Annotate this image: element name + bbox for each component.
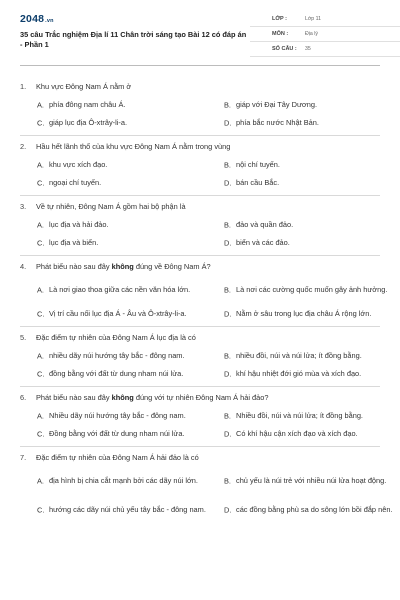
question-text: Khu vực Đông Nam Á nằm ở [36, 82, 132, 91]
option-letter: C. [37, 177, 45, 187]
question-text: Đặc điểm tự nhiên của Đông Nam Á lục địa là có [36, 333, 196, 342]
answer-option-c[interactable] [37, 177, 209, 188]
answer-option-a[interactable] [37, 350, 209, 361]
option-text: Có khí hậu cận xích đạo và xích đạo. [236, 428, 358, 438]
question-number: 3. [20, 202, 27, 211]
answer-options [20, 350, 380, 379]
answer-option-d[interactable] [224, 368, 396, 379]
option-letter: B. [224, 99, 231, 109]
answer-option-c[interactable] [37, 428, 209, 439]
question-text [36, 262, 211, 271]
answer-option-d[interactable] [224, 237, 396, 248]
question-number: 1. [20, 82, 27, 91]
question-item [20, 387, 380, 447]
option-text: lục địa và biển. [49, 237, 99, 247]
question-number: 4. [20, 262, 27, 271]
info-row-count [250, 42, 400, 57]
option-letter: C. [37, 428, 45, 438]
question-number: 5. [20, 333, 27, 342]
question-text: Về tự nhiên, Đông Nam Á gồm hai bộ phận là [36, 202, 186, 211]
answer-option-c[interactable] [37, 368, 209, 379]
answer-option-b[interactable] [224, 410, 396, 421]
stem-emphasis: không [111, 393, 134, 402]
option-text: giáp lục địa Ô-xtrây-li-a. [49, 117, 128, 127]
info-value: Lớp 11 [305, 16, 321, 22]
option-text: phía đông nam châu Á. [49, 99, 126, 109]
option-letter: A. [37, 350, 44, 360]
option-text: Là nơi giao thoa giữa các nền văn hóa lớn. [49, 285, 191, 295]
question-stem [20, 453, 380, 464]
option-text: Nhiều đồi, núi và núi lửa; ít đồng bằng. [236, 410, 363, 420]
option-letter: B. [224, 285, 231, 295]
answer-options [20, 159, 380, 188]
option-text: các đồng bằng phù sa do sông lớn bồi đắp nên. [236, 505, 393, 515]
option-text: ngoại chí tuyến. [49, 177, 102, 187]
option-letter: B. [224, 219, 231, 229]
question-stem [20, 142, 380, 153]
option-letter: C. [37, 505, 45, 515]
option-letter: D. [224, 505, 232, 515]
question-stem [20, 333, 380, 344]
stem-text-post: đúng về Đông Nam Á? [133, 262, 211, 271]
question-item [20, 76, 380, 136]
question-item [20, 327, 380, 387]
answer-options [20, 99, 380, 128]
info-value: 35 [305, 46, 311, 52]
answer-option-a[interactable] [37, 470, 209, 492]
question-stem [20, 202, 380, 213]
answer-option-b[interactable] [224, 350, 396, 361]
option-letter: C. [37, 368, 45, 378]
answer-option-a[interactable] [37, 279, 209, 301]
option-letter: A. [37, 285, 44, 295]
question-item [20, 256, 388, 327]
info-value: Địa lý [305, 31, 318, 37]
info-key: MÔN : [272, 31, 289, 37]
option-text: đảo và quần đảo. [236, 219, 294, 229]
answer-options [20, 470, 393, 521]
option-text: Nằm ở sâu trong lục địa châu Á rộng lớn. [236, 308, 372, 318]
answer-option-d[interactable] [224, 499, 396, 521]
option-letter: A. [37, 476, 44, 486]
answer-option-c[interactable] [37, 499, 209, 521]
option-text: phía bắc nước Nhật Bản. [236, 117, 319, 127]
site-logo[interactable] [20, 13, 54, 26]
question-number: 6. [20, 393, 27, 402]
option-letter: A. [37, 99, 44, 109]
option-text: Là nơi các cường quốc muốn gây ảnh hưởng. [236, 285, 388, 295]
answer-option-c[interactable] [37, 117, 209, 128]
question-item [20, 196, 380, 256]
option-text: đồng bằng với đất từ dung nham núi lửa. [49, 368, 184, 378]
answer-option-b[interactable] [224, 470, 396, 492]
logo-text: 2048 [20, 13, 45, 25]
answer-option-a[interactable] [37, 99, 209, 110]
option-letter: D. [224, 177, 232, 187]
answer-option-d[interactable] [224, 177, 396, 188]
option-letter: D. [224, 237, 232, 247]
answer-option-b[interactable] [224, 159, 396, 170]
page-header [20, 0, 380, 66]
option-text: Đồng bằng với đất từ dung nham núi lửa. [49, 428, 185, 438]
option-letter: D. [224, 428, 232, 438]
option-letter: B. [224, 476, 231, 486]
logo-suffix: .vn [45, 18, 54, 24]
stem-emphasis: không [111, 262, 134, 271]
answer-option-b[interactable] [224, 279, 396, 301]
option-text: khí hậu nhiệt đới gió mùa và xích đạo. [236, 368, 362, 378]
answer-options [20, 279, 388, 319]
answer-option-a[interactable] [37, 159, 209, 170]
option-letter: C. [37, 237, 45, 247]
stem-text-pre: Phát biểu nào sau đây [36, 262, 112, 271]
stem-text-pre: Phát biểu nào sau đây [36, 393, 112, 402]
option-letter: B. [224, 350, 231, 360]
option-letter: D. [224, 368, 232, 378]
answer-option-c[interactable] [37, 237, 209, 248]
question-stem [20, 82, 380, 93]
answer-option-b[interactable] [224, 99, 396, 110]
answer-option-d[interactable] [224, 117, 396, 128]
option-text: nhiều đồi, núi và núi lửa; ít đồng bằng. [236, 350, 362, 360]
option-text: địa hình bị chia cắt mạnh bởi các dãy núi lớn. [49, 476, 198, 486]
answer-option-c[interactable] [37, 308, 209, 319]
option-letter: C. [37, 308, 45, 318]
option-text: Nhiều dãy núi hướng tây bắc - đông nam. [49, 410, 186, 420]
info-key: SỐ CÂU : [272, 46, 297, 52]
info-key: LỚP : [272, 16, 287, 22]
question-list [20, 66, 393, 528]
answer-options [20, 219, 380, 248]
answer-option-d[interactable] [224, 428, 396, 439]
info-row-subject [250, 27, 400, 42]
stem-text-post: đúng với tự nhiên Đông Nam Á hải đảo? [133, 393, 269, 402]
option-text: biển và các đảo. [236, 237, 290, 247]
question-stem [20, 262, 380, 273]
option-letter: C. [37, 117, 45, 127]
question-number: 7. [20, 453, 27, 462]
question-text: Đặc điểm tự nhiên của Đông Nam Á hải đảo là có [36, 453, 199, 462]
answer-option-d[interactable] [224, 308, 396, 319]
option-text: giáp với Đại Tây Dương. [236, 99, 318, 109]
option-text: khu vực xích đạo. [49, 159, 108, 169]
question-item [20, 136, 380, 196]
option-text: bán cầu Bắc. [236, 177, 280, 187]
page-title: 35 câu Trắc nghiệm Địa lí 11 Chân trời sáng tạo Bài 12 có đáp án - Phần 1 [20, 30, 247, 49]
question-item [20, 447, 393, 528]
question-text: Hầu hết lãnh thổ của khu vực Đông Nam Á nằm trong vùng [36, 142, 231, 151]
option-text: hướng các dãy núi chủ yếu tây bắc - đông nam. [49, 505, 206, 515]
answer-option-a[interactable] [37, 219, 209, 230]
option-text: lục địa và hải đảo. [49, 219, 109, 229]
option-text: nhiều dãy núi hướng tây bắc - đông nam. [49, 350, 185, 360]
answer-option-b[interactable] [224, 219, 396, 230]
option-letter: A. [37, 410, 44, 420]
option-text: nội chí tuyến. [236, 159, 280, 169]
answer-options [20, 410, 380, 439]
option-letter: B. [224, 159, 231, 169]
option-letter: A. [37, 159, 44, 169]
option-text: chủ yếu là núi trẻ với nhiều núi lửa hoạt động. [236, 476, 387, 486]
option-text: Vị trí cầu nối lục địa Á - Âu và Ô-xtrây-li-a. [49, 308, 187, 318]
info-panel [250, 12, 400, 57]
option-letter: D. [224, 308, 232, 318]
option-letter: A. [37, 219, 44, 229]
question-number: 2. [20, 142, 27, 151]
option-letter: B. [224, 410, 231, 420]
question-stem [20, 393, 380, 404]
answer-option-a[interactable] [37, 410, 209, 421]
question-text [36, 393, 268, 402]
info-row-class [250, 12, 400, 27]
option-letter: D. [224, 117, 232, 127]
